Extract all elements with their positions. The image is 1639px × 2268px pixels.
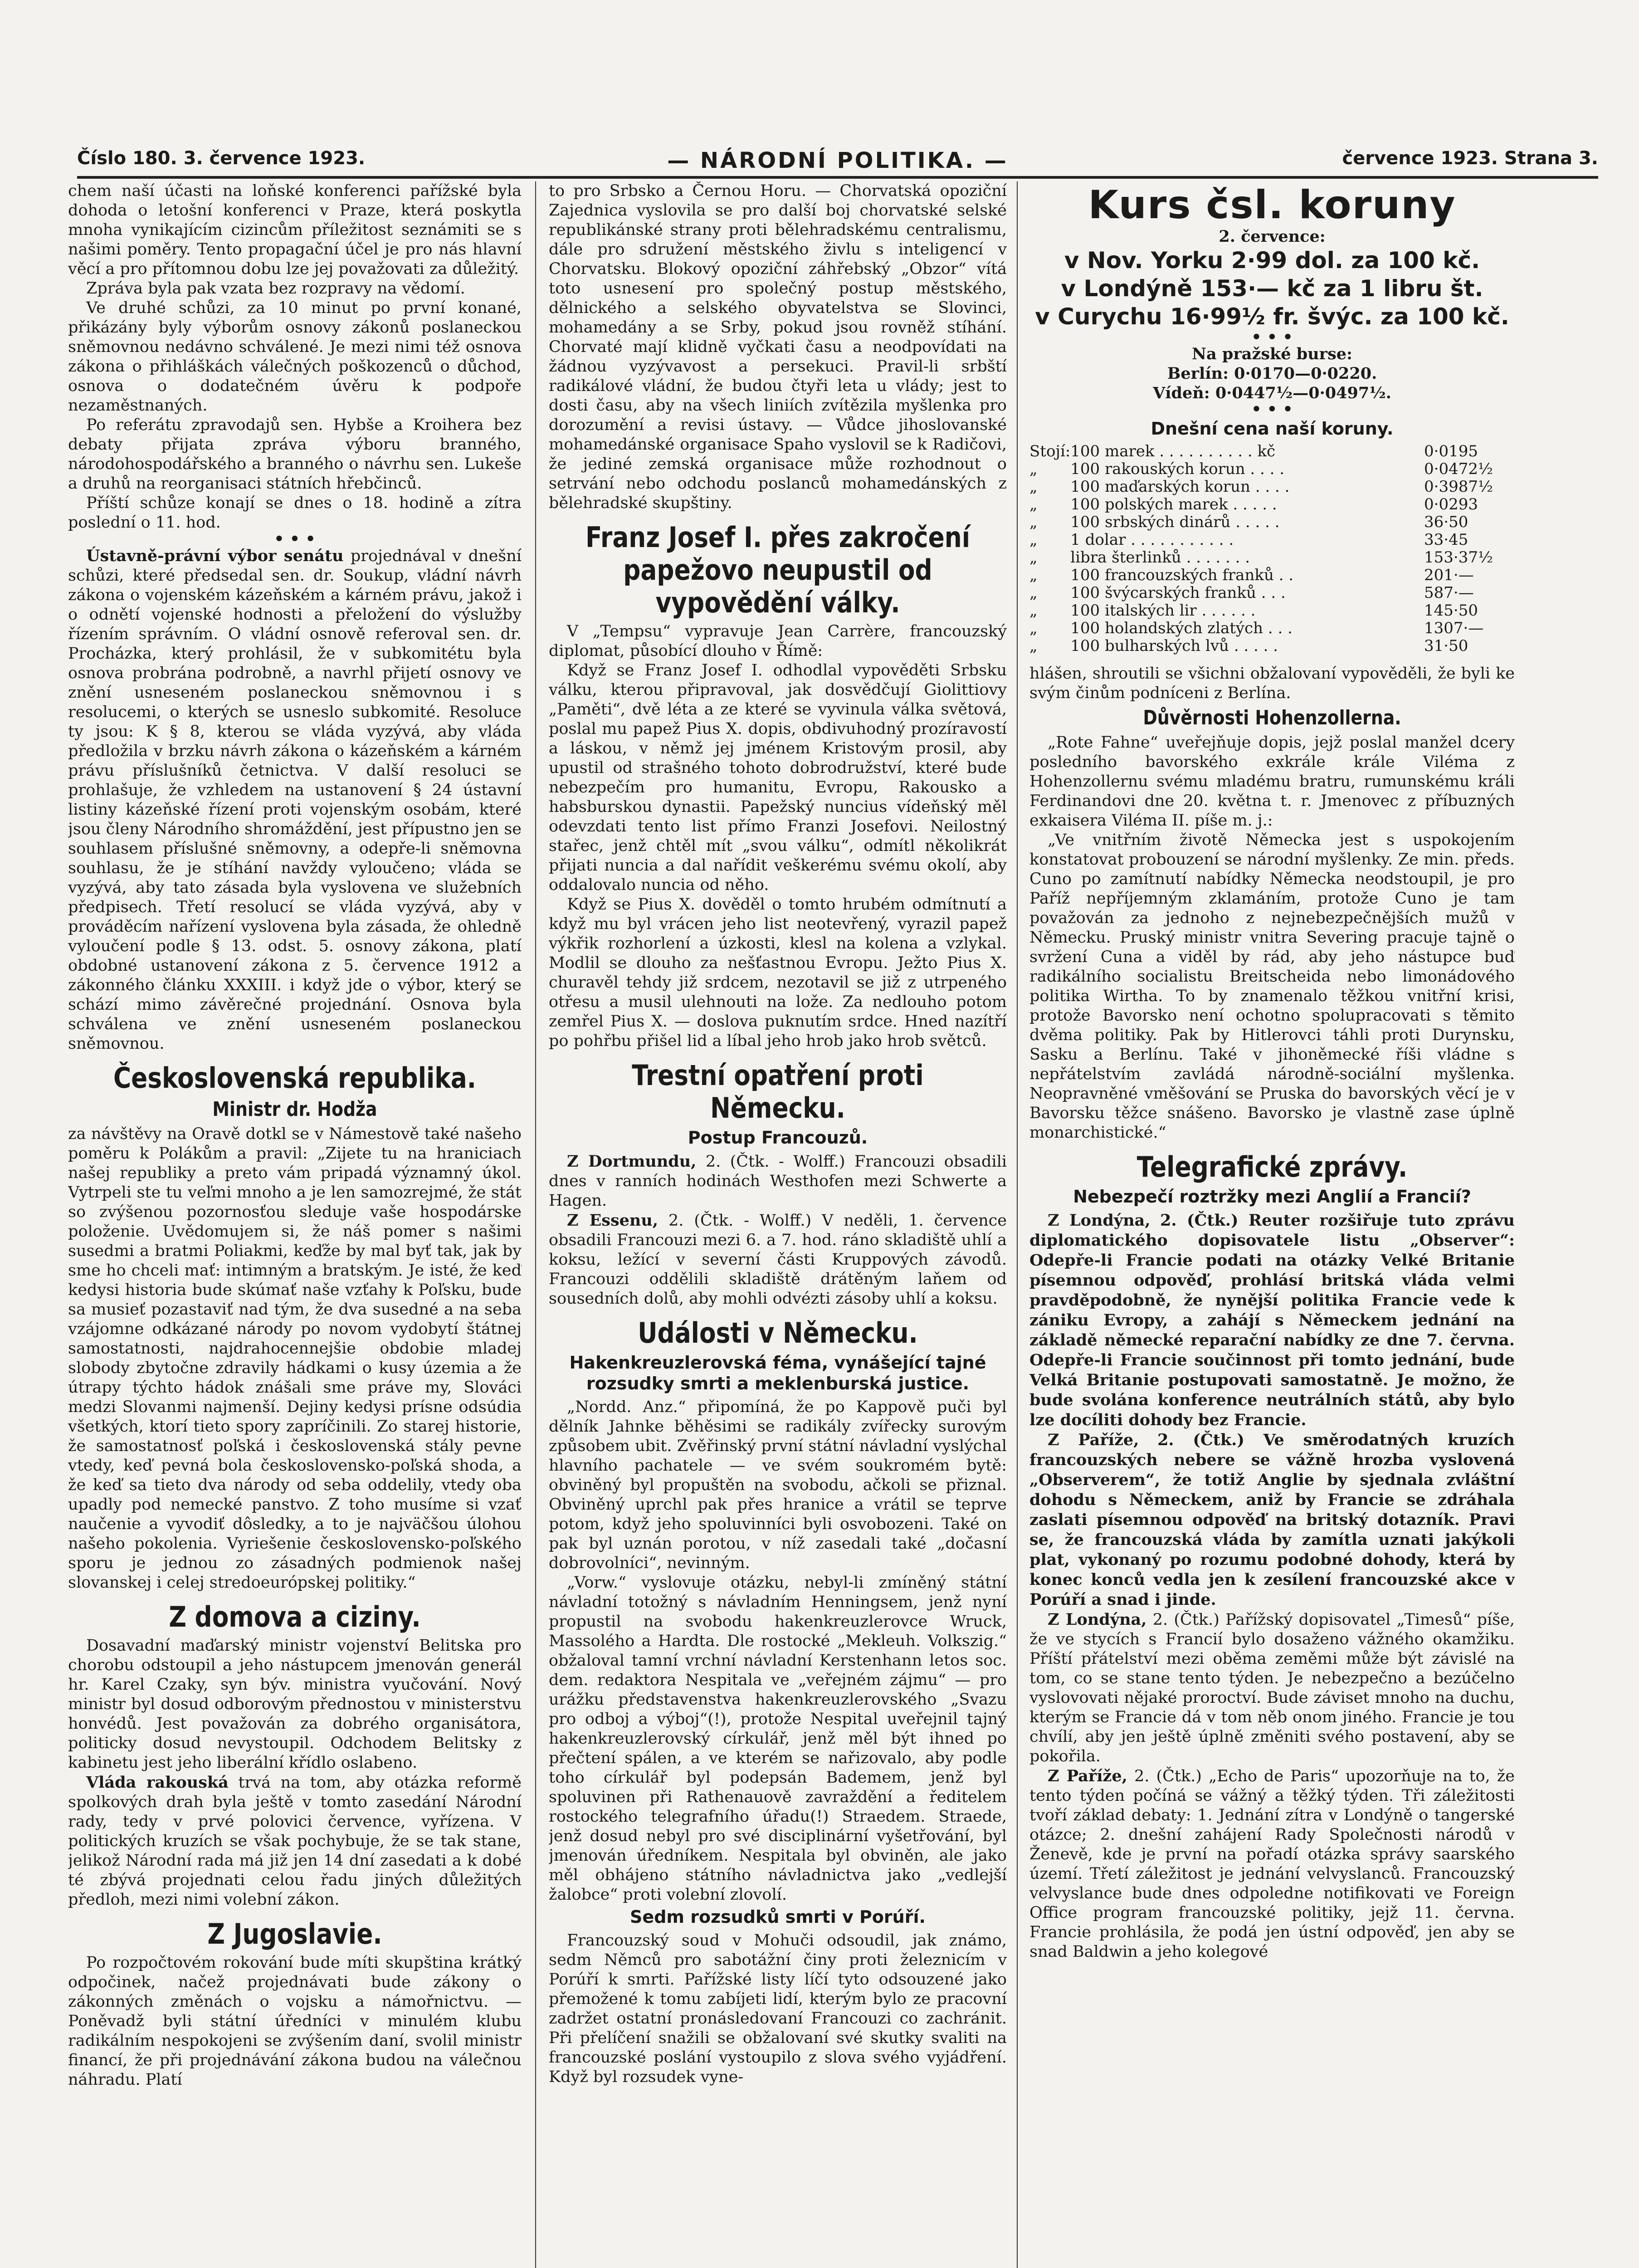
currency-label: 100 srbských dinárů . . . . . [1070, 513, 1280, 531]
paragraph: „Nordd. Anz.“ připomíná, že po Kappově puči byl dělník Jahnke běhěsimi se radikály zvířecky surovým způsobem ubit. Zvěřinský první státní návladní vyslýchal hlavního pachatele — ve svém soukromém bytě: obviněný byl propuštěn na svobodu, ačkoli se přiznal. Obviněný uprchl pak přes hranice a vrátil se teprve potom, když jeho spoluvinníci byli osvobozeni. Také on pak byl uznán porotou, v níž zasedali také „dočasní dobrovolníci“, nevinným. [549, 1398, 1007, 1572]
section-heading: Z Jugoslavie. [207, 1917, 382, 1950]
currency-label: 100 polských marek . . . . . [1070, 495, 1277, 513]
currency-value: 201·— [1424, 566, 1474, 584]
currency-value: 0·3987½ [1424, 478, 1493, 496]
currency-label: 100 rakouských korun . . . . [1070, 460, 1285, 478]
currency-prefix: „ [1029, 637, 1038, 655]
paragraph: „Ve vnitřním životě Německa jest s uspokojením konstatovat probouzení se národní myšlenky. Ze min. předs. Cuno po zamítnutí nabídky Německa neodstoupil, je pro Paříž nepříjemným zklamáním, protože Cuno je tam považován za jednoho z nejnebezpečnějších mužů v Německu. Pruský ministr vnitra Severing pracuje tajně o svržení Cuna a viděl by rád, aby jeho nástupce buď radikálního socialistu Breitscheida nebo limonádového politika Wirtha. To by znamenalo těžkou vnitřní krisi, protože Bavorsko není ochotno spolupracovati s těmito dvěma politiky. Pak by Hitlerovci táhli proti Durynsku, Sasku a Berlínu. Také v jihoněmecké říši vládne s nepřátelstvím zavládá národně-sociální myšlenka. Neopravněné vměšování se Pruska do bavorských věcí je v Bavorsku těžce snášeno. Bavorsko je vlastně zase úplně monarchistické.“ [1029, 831, 1515, 1142]
currency-value: 153·37½ [1424, 548, 1493, 567]
currency-row [1029, 637, 1515, 655]
currency-label: 100 holandských zlatých . . . [1070, 619, 1293, 637]
currency-row [1029, 496, 1515, 513]
currency-prefix: „ [1029, 478, 1038, 496]
paragraph: Zpráva byla pak vzata bez rozpravy na vědomí. [86, 279, 465, 298]
paragraph-text: 2. (Čtk.) Ve směrodatných kruzích francouzských nebere se vážně hrozba vyslovená „Observerem“, že totiž Anglie by sjednala zvláštní dohodu s Německem, aniž by Francie se zdráhala zaslati písemnou odpověď na britský dotazník. Pravi se, že francouzská vláda by zamítla uznati jakýkoli plat, vykonaný po rozumu podobné dohody, která by konec konců vedla jen k zesílení francouzské akce v Porúří a snad i jinde. [1029, 1431, 1515, 1609]
currency-row [1029, 443, 1515, 460]
paragraph-text: 2. (Čtk.) Reuter rozšiřuje tuto zprávu diplomatického dopisovatele listu „Observer“: Odepře-li Francie podati na otázky Velké Britanie písemnou odpověď, prohlásí britská vláda velmi pravděpodobně, že nynější politika Francie vede k zániku Evropy, a zahájí s Německem jednání na základě německé reparační nabídky ze dne 7. června. Odepře-li Francie součinnost při tomto jednání, bude Velká Britanie postupovati samostatně. Je možno, že bude svolána konference neutrálních států, aby bylo lze docíliti dohody bez Francie. [1029, 1211, 1515, 1429]
currency-label: 100 italských lir . . . . . . [1070, 601, 1256, 620]
currency-value: 587·— [1424, 584, 1474, 602]
article-subheading: Nebezpečí roztržky mezi Anglií a Francií? [1073, 1187, 1471, 1207]
currency-row [1029, 584, 1515, 602]
header-issue: Číslo 180. 3. července 1923. [77, 148, 366, 169]
paragraph [1029, 1766, 1515, 1962]
paragraph: chem naší účasti na loňské konferenci pařížské byla dohoda o letošní konferenci v Praze, která poskytla mnoha vynikajícím cizincům příležitost seznámiti se s našimi poměry. Tento propagační účel je pro nás hlavní věcí a pro přítomnou dobu lze jej považovati za důležitý. [68, 182, 522, 278]
currency-row [1029, 620, 1515, 637]
exchange-rate-london: v Londýně 153·— kč za 1 libru št. [1061, 275, 1483, 302]
article-heading: Důvěrnosti Hohenzollerna. [1143, 706, 1401, 729]
header-page: července 1923. Strana 3. [1342, 148, 1598, 169]
currency-table [1029, 443, 1515, 655]
column-2 [549, 181, 1007, 2268]
paragraph [68, 1773, 522, 1910]
exchange-rate-title: Kurs čsl. koruny [1088, 182, 1456, 228]
currency-row [1029, 513, 1515, 531]
currency-label: 100 švýcarských franků . . . [1070, 584, 1286, 602]
currency-value: 0·0195 [1424, 442, 1478, 460]
paragraph-text: 2. (Čtk. - Wolff.) Francouzi obsadili dnes v ranních hodinách Westhofen mezi Schwerte a Hagen. [549, 1153, 1007, 1210]
currency-row [1029, 567, 1515, 584]
currency-value: 36·50 [1424, 513, 1468, 531]
currency-row [1029, 460, 1515, 478]
currency-prefix: Stojí: [1029, 442, 1071, 460]
column-3 [1029, 181, 1515, 2268]
currency-prefix: „ [1029, 548, 1038, 567]
header-masthead: — NÁRODNÍ POLITIKA. — [667, 148, 1008, 173]
paragraph: Po referátu zpravodajů sen. Hybše a Kroihera bez debaty přijata zpráva výboru branného, národohospodářského a branného o návrhu sen. Lukeše a druhů na reorganisaci státních hřebčinců. [68, 416, 522, 493]
paragraph-text: trvá na tom, aby otázka reformě spolkových drah byla ještě v tomto zasedání Národní rady, tedy v prvé polovici července, vyřízena. V politických kruzích se však pochybuje, že se tak stane, jelikož Národní rada má již jen 14 dní zasedati a k dobé té zbývá projednati celou řadu jiných důležitých předloh, mezi nimi volební zákon. [68, 1774, 522, 1909]
article-heading: Trestní opatření proti Německu. [632, 1059, 924, 1124]
currency-label: 100 francouzských franků . . [1070, 566, 1294, 584]
article-subheading: Hakenkreuzlerovská féma, vynášející tajné rozsudky smrti a meklenburská justice. [569, 1353, 986, 1393]
article-heading: Franz Josef I. přes zakročení papežovo neupustil od vypovědění války. [585, 521, 970, 619]
separator-dots: • • • [1251, 328, 1293, 347]
currency-label: 1 dolar . . . . . . . . . . . [1070, 531, 1234, 549]
paragraph [68, 546, 522, 1054]
separator-dots: • • • [274, 530, 316, 548]
section-heading: Z domova a ciziny. [169, 1600, 421, 1633]
page-header [77, 144, 1598, 179]
lead-text: Z Paříže, [1048, 1767, 1127, 1785]
article-heading: Ministr dr. Hodža [212, 1098, 377, 1121]
separator-dots: • • • [1251, 400, 1293, 419]
currency-row [1029, 531, 1515, 549]
paragraph [549, 1152, 1007, 1211]
lead-text: Z Essenu, [567, 1211, 659, 1230]
article-subheading: Postup Francouzů. [688, 1128, 868, 1148]
currency-prefix: „ [1029, 619, 1038, 637]
paragraph: Když se Franz Josef I. odhodlal vypověděti Srbsku válku, kterou připravoval, jak dosvědčují Giolittiovy „Paměti“, dvě léta a ze které se vyvinula válka světová, poslal mu papež Pius X. dopis, obdivuhodný prozíravostí a láskou, v němž jej jménem Kristovým prosil, aby upustil od strašného tohoto dobrodružství, které bude nebezpečím pro humanitu, Evropu, Rakousko a habsburskou dynastii. Papežský nuncius vídeňský měl odevzdati tento list přímo Franzi Josefovi. Neilostný stařec, jenž chtěl mít „svou válku“, odmítl několikrát přijati nuncia a dal nařídit veškerému svému okolí, aby oddalovalo nuncia od něho. [549, 661, 1007, 894]
lead-text: Vláda rakouská [86, 1773, 229, 1792]
currency-label: libra šterlinků . . . . . . . [1070, 548, 1250, 567]
paragraph: Když se Pius X. dověděl o tomto hrubém odmítnutí a když mu byl vrácen jeho list neotevřený, vyrazil papež výkřik rozhorlení a úzkosti, klesl na kolena a vzlykal. Modlil se dlouho za nešťastnou Evropu. Ježto Pius X. churavěl tehdy již srdcem, nezotavil se již z utrpeného otřesu a musil ulehnouti na lože. Za nedlouho potom zemřel Pius X. — doslova puknutím srdce. Hned nazítří po pohřbu přišel lid a líbal jeho hrob jako hrob světců. [549, 895, 1007, 1050]
currency-value: 1307·— [1424, 619, 1484, 637]
exchange-rate-zurich: v Curychu 16·99½ fr. švýc. za 100 kč. [1035, 303, 1509, 330]
currency-prefix: „ [1029, 584, 1038, 602]
currency-prefix: „ [1029, 566, 1038, 584]
currency-row [1029, 602, 1515, 620]
paragraph-text: 2. (Čtk. - Wolff.) V neděli, 1. července obsadili Francouzi mezi 6. a 7. hod. ráno skladiště uhlí a koksu, ležící v severní části Kruppových závodů. Francouzi oddělili skladiště drátěným laňem od sousedních dolů, aby mohli odvézti zásoby uhlí a koksu. [549, 1212, 1007, 1308]
paragraph: V „Tempsu“ vypravuje Jean Carrère, francouzský diplomat, působící dlouho v Římě: [549, 622, 1007, 660]
column-rule [1017, 181, 1018, 2268]
paragraph: Dosavadní maďarský ministr vojenství Belitska pro chorobu odstoupil a jeho nástupcem jmenován generál hr. Karel Czaky, syn býv. ministra vyučování. Nový ministr byl dosud odborovým přednostou v ministerstvu honvédů. Jest považován za dobrého organisátora, politicky dosud nevystoupil. Odchodem Belitsky z kabinetu jest jeho liberální křídlo oslabeno. [68, 1637, 522, 1772]
section-heading: Události v Německu. [638, 1316, 918, 1349]
currency-prefix: „ [1029, 531, 1038, 549]
currency-value: 0·0472½ [1424, 460, 1493, 478]
currency-label: 100 bulharských lvů . . . . . [1070, 637, 1278, 655]
paragraph-text: 2. (Čtk.) „Echo de Paris“ upozorňuje na to, že tento týden počíná se vážný a těžký týden. Tři záležitosti tvoří základ debaty: 1. Jednání zítra v Londýně o tangerské otázce; 2. dnešní zahájení Rady Společnosti národů v Ženevě, kde je první na pořadí otázka správy saarského území. Třetí záležitost je jednání velvyslanců. Francouzský velvyslance bude dnes odpoledne notifikovati ve Foreign Office program francouzské politiky, jejž 11. června. Francie prohlásila, že podá jen ústní odpověď, jen aby se snad Baldwin a jeho kolegové [1029, 1767, 1515, 1961]
currency-value: 0·0293 [1424, 495, 1478, 513]
paragraph [549, 1211, 1007, 1309]
paragraph: Francouzský soud v Mohuči odsoudil, jak známo, sedm Němců pro sabotážní činy proti železnicím v Porúří k smrti. Pařížské listy líčí tyto odsouzené jako přemožené k tomu zabíjeti lidí, kterým bylo ze pracovní zadržet ostatní pronásledovaní Francouzi co zachránit. Při přelíčení snažili se obžalovaní své skutky svaliti na francouzské poslání vystoupilo z slova svého vyjádření. Když byl rozsudek vyne- [549, 1931, 1007, 2086]
lead-text: Z Londýna, [1048, 1211, 1151, 1230]
currency-prefix: „ [1029, 460, 1038, 478]
lead-text: Z Dortmundu, [567, 1152, 697, 1171]
paragraph: to pro Srbsko a Černou Horu. — Chorvatská opoziční Zajednica vyslovila se pro další boj chorvatské selské republikánské strany proti bělehradskému centralismu, dále pro sdružení městského živlu s inteligencí v Chorvatsku. Blokový opoziční záhřebský „Obzor“ vítá toto usnesení pro společný postup městského, dělnického a selského obyvatelstva se Slovinci, mohamedány a se Srby, pokud jsou rovněž stíhání. Chorvaté mají klidně vyčkati času a neodpovídati na žádnou vyzývavost a persekuci. Pravil-li srbští radikálové vládní, že budou čtyři leta u vlády; jest to dosti času, aby na všech liniích zvítězila myšlenka pro dorozumění a revisi ústavy. — Vůdce jihoslovanské mohamedánské organisace Spaho vyslovil se k Radičovi, že jediné zemská organisace může rozhodnout o setrvání nebo odchodu poslanců mohamedánských z bělehradské skupštiny. [549, 182, 1007, 512]
paragraph: Po rozpočtovém rokování bude míti skupština krátký odpočinek, načež projednávati bude zákony o zákonných změnách o vojsku a námořnictvu. — Poněvadž byli státní úředníci v minulém klubu radikálním nespokojeni se zvýšením daní, svolil ministr financí, že při projednávání zákona budou na válečnou náhradu. Platí [68, 1954, 522, 2089]
paragraph: „Vorw.“ vyslovuje otázku, nebyl-li zmíněný státní návladní totožný s návladním Henningsem, jenž nyní propustil na svobodu hakenkreuzlerovce Wruck, Massolého a Hardta. Dle rostocké „Mekleuh. Volkszig.“ obžaloval tamní vrchní návladní Kerstenhann letos soc. dem. redaktora Nespitala ve „veřejném zájmu“ — pro urážku představenstva hakenkreuzlerovského „Svazu pro odboj a výboj“(!), protože Nespital uveřejnil tajný hakenkreuzlerovský církulář, jenž měl být ihned po přečtení spálen, a ve kterém se nařizovalo, aby podle toho církulář byl podepsán Bademem, jenž byl spoluvinen při Rathenauově zavraždění a ředitelem rostockého telegrafního úřadu(!) Straedem. Straede, jenž dosud nebyl pro své disciplinární vyšetřování, byl jmenován úředníkem. Nespitala byl obviněn, ale jako měl obhájeno státního návladnictva jako „vedlejší žalobce“ proti volební zlovolí. [549, 1574, 1007, 1904]
section-heading: Telegrafické zprávy. [1137, 1150, 1408, 1183]
exchange-rate-date: 2. července: [1219, 227, 1326, 246]
burse-vienna: Vídeň: 0·0447½—0·0497½. [1153, 384, 1391, 402]
paragraph: hlášen, shroutili se všichni obžalovaní vypověděli, že byli ke svým činům podníceni z Berlína. [1029, 665, 1515, 702]
currency-value: 33·45 [1424, 531, 1468, 549]
currency-row [1029, 478, 1515, 496]
lead-text: Z Paříže, [1048, 1431, 1139, 1449]
burse-berlin: Berlín: 0·0170—0·0220. [1167, 364, 1377, 383]
lead-text: Ústavně-právní výbor senátu [86, 547, 344, 565]
paragraph [1029, 1430, 1515, 1610]
article-subheading: Sedm rozsudků smrti v Porúří. [630, 1907, 926, 1927]
currency-label: 100 maďarských korun . . . . [1070, 478, 1290, 496]
paragraph [1029, 1211, 1515, 1430]
currency-prefix: „ [1029, 495, 1038, 513]
paragraph: za návštěvy na Oravě dotkl se v Námestově také našeho poměru k Polákům a pravil: „Zijete tu na hraniciach našej republiky a preto vám pripadá významný úkol. Vytrpeli ste tu veľmi mnoho a je len samozrejmé, že stát so zvýšenou pozornosťou sleduje vaše hospodárske položenie. Uvědomujem si, že náš pomer s našimi susedmi a bratmi Poliakmi, keďže by mal byť tak, jak by sme ho chceli mať: intimným a bratským. Je isté, že keď kedysi historia bude skúmať naše vzťahy k Poľsku, bude sa musieť pozastaviť nad tým, že dva susedné a na seba vzájomne odkázané národy po novom vydobytí štátnej samostatnosti, najdrahocennejšie obdobie mladej slobody zbytočne zdravily hádkami o kusy územia a že útrapy týchto hádok znášali sme práve my, Slováci medzi Slovanmi najmenší. Dejiny kedysi prísne odsúdia všetkých, ktorí tieto spory zapríčinili. Zo starej historie, že samostatnosť poľská i československá stály pevne vtedy, keď pevná bola československo-poľská shoda, a že keď sa tieto dva národy od seba oddelily, vtedy oba upadly pod nemecké panstvo. Z toho musíme si vzať naučenie a vyvodiť dôsledky, a to je najväčšou úlohou našeho pokolenia. Vyriešenie československo-poľského sporu je jednou zo zásadných podmienok našej slovanskej i celej stredoeurópskej politiky.“ [68, 1125, 522, 1592]
paragraph: „Rote Fahne“ uveřejňuje dopis, jejž poslal manžel dcery posledního bavorského exkrále krále Viléma z Hohenzollernu svému mladému bratru, rumunskému králi Ferdinandovi dne 20. května t. r. Jmenovec z příbuzných exkaisera Viléma II. píše m. j.: [1029, 733, 1515, 830]
exchange-rate-newyork: v Nov. Yorku 2·99 dol. za 100 kč. [1064, 247, 1480, 274]
currency-prefix: „ [1029, 601, 1038, 620]
paragraph-text: 2. (Čtk.) Pařížský dopisovatel „Timesů“ píše, že ve stycích s Francií bylo dosaženo vážného okamžiku. Příští přátelství mezi oběma zeměmi může být závislé na tom, co se stane tento týden. Je nebezpečno a bezúčelno vyslovovati nějaké proroctví. Bude záviset mnoho na duchu, kterým se Francie dá v tom něb onom jiného. Francie je tou chvílí, aby jen ještě úplně změniti svého postavení, aby se pokořila. [1029, 1611, 1515, 1765]
currency-label: 100 marek . . . . . . . . . . kč [1070, 442, 1276, 460]
currency-prefix: „ [1029, 513, 1038, 531]
lead-text: Z Londýna, [1048, 1610, 1147, 1629]
column-1 [68, 181, 522, 2268]
paragraph: Příští schůze konají se dnes o 18. hodině a zítra poslední o 11. hod. [68, 494, 522, 532]
column-rule [535, 181, 536, 2268]
currency-value: 31·50 [1424, 637, 1468, 655]
currency-row [1029, 549, 1515, 567]
paragraph: Ve druhé schůzi, za 10 minut po první konané, přikázány byly výborům osnovy zákonů poslaneckou sněmovnou nedávno schválené. Je mezi nimi též osnova zákona o přihláškách válečných poškozenců o důchod, osnova o dodatečném úvěru k podpoře nezaměstnaných. [68, 299, 522, 415]
burse-title: Na pražské burse: [1192, 345, 1352, 363]
paragraph-text: projednával v dnešní schůzi, které předsedal sen. dr. Soukup, vládní návrh zákona o vojenském kázeňském a kárném právu, jakož i o odnětí vojenské hodnosti a přeložení do výslužby řízením správním. O vládní osnově referoval sen. dr. Procházka, který prohlásil, že v subkomitétu byla osnova probrána podrobně, a navrhl přijetí osnovy ve znění usneseném poslaneckou sněmovnou i s resolucemi, o kterých se usneslo subkomité. Resoluce ty jsou: K § 8, kterou se vláda vyzývá, aby vláda předložila v brzku návrh zákona o kázeňském a kárném právu příslušníků četnictva. V další resoluci se prohlašuje, že vzhledem na ustanovení § 24 ústavní listiny kázeňské řízení proti vojenským osobám, které jsou členy Národního shromáždění, jest přípustno jen se souhlasem příslušné sněmovny, a odepře-li sněmovna souhlasu, že je stíhání navždy vyloučeno; vláda se vyzývá, aby tato zásada byla vyslovena ve služebních předpisech. Třetí resolucí se vláda vyzývá, aby v prováděcím nařízení vyslovena byla zásada, že ohledně vyloučení podle § 13. odst. 5. osnovy zákona, platí obdobné ustanovení zákona z 5. července 1912 a zákonného článku XXXIII. i když jde o výbor, který se schází mimo závěrečné projednání. Osnova byla schválena ve znění usneseném poslaneckou sněmovnou. [68, 547, 522, 1053]
section-heading: Československá republika. [113, 1061, 476, 1095]
currency-table-title: Dnešní cena naší koruny. [1151, 419, 1394, 439]
currency-value: 145·50 [1424, 601, 1478, 620]
paragraph [1029, 1610, 1515, 1766]
